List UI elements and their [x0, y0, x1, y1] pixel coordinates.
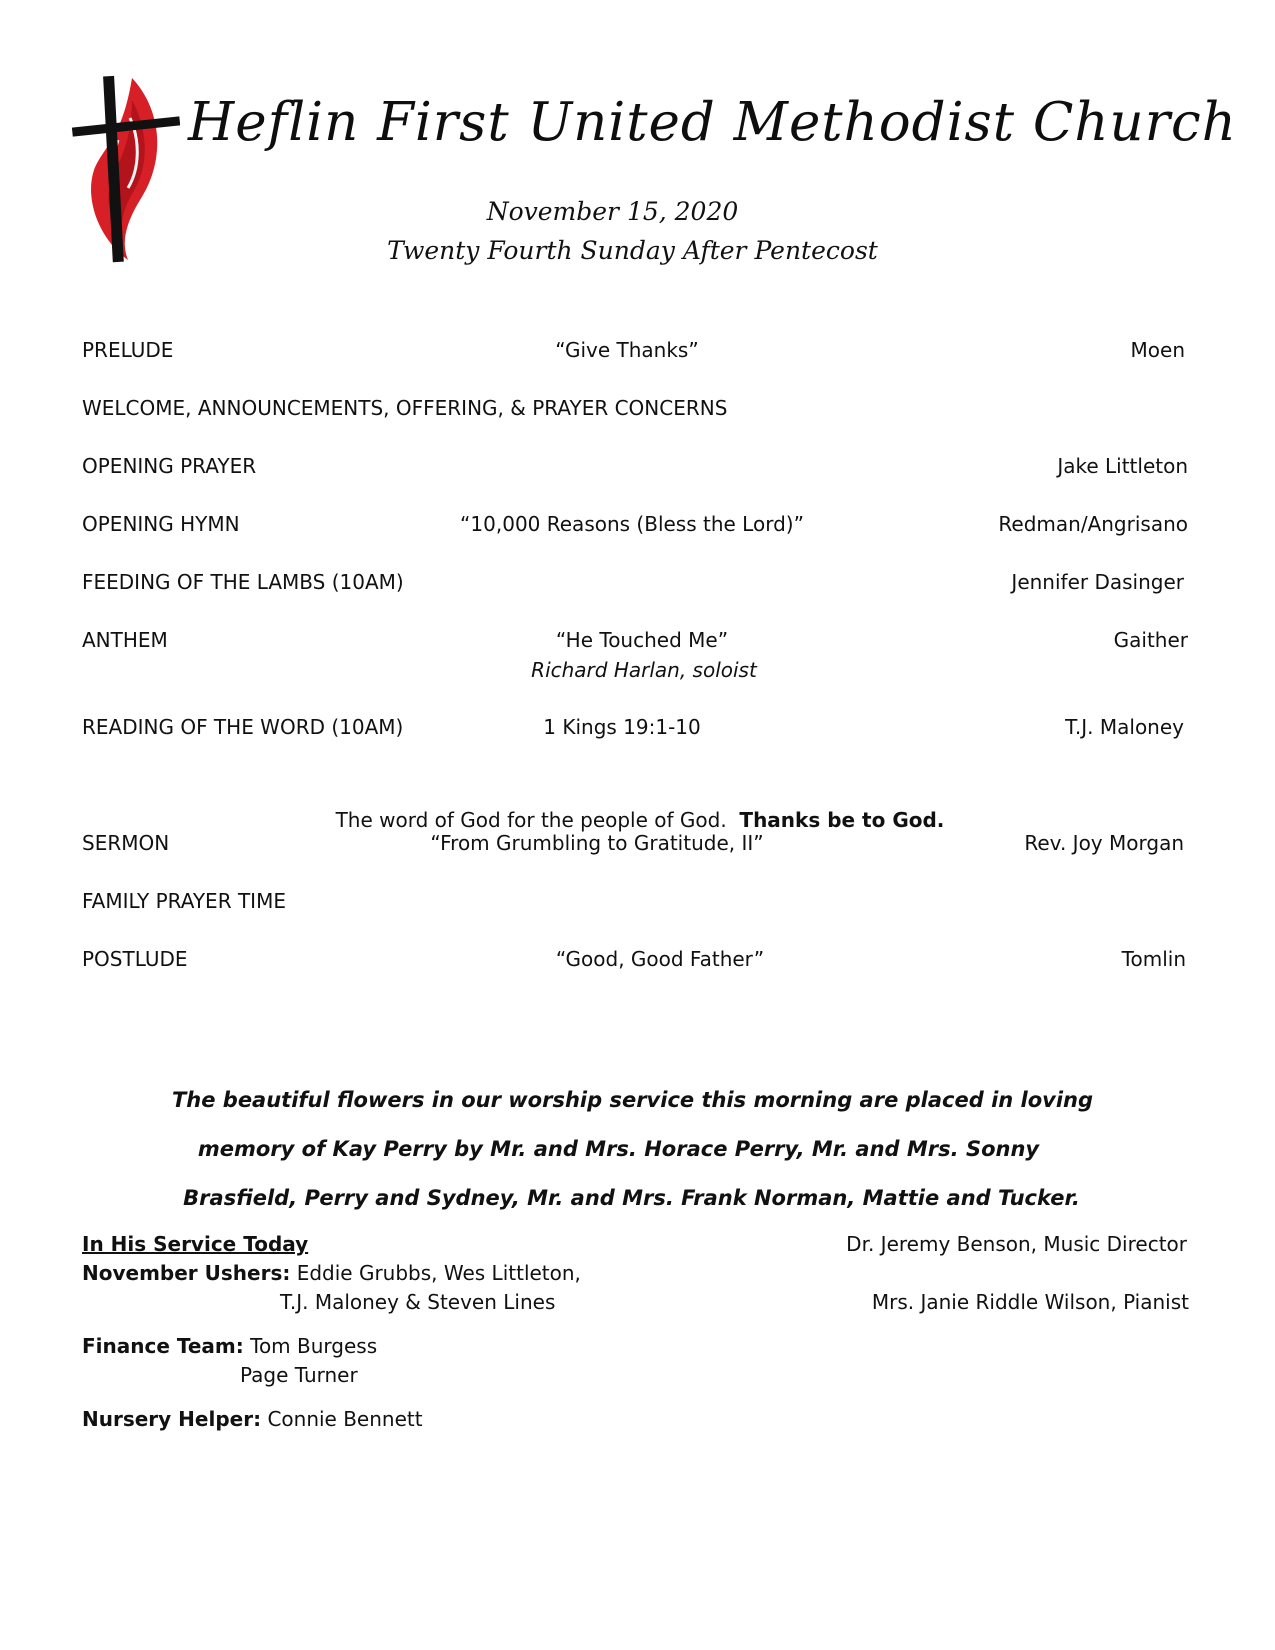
worship-item-opening-prayer: OPENING PRAYER Jake Littleton — [82, 454, 1188, 478]
nursery-helper: Nursery Helper: Connie Bennett — [82, 1407, 423, 1431]
worship-item-feeding-of-the-lambs: FEEDING OF THE LAMBS (10AM) Jennifer Dasinger — [82, 570, 1184, 594]
music-director: Dr. Jeremy Benson, Music Director — [846, 1232, 1187, 1256]
response-people: Thanks be to God. — [739, 808, 945, 832]
worship-item-family-prayer: FAMILY PRAYER TIME — [82, 889, 286, 913]
ushers-line-2: T.J. Maloney & Steven Lines — [280, 1290, 556, 1314]
worship-item-anthem: ANTHEM “He Touched Me” Richard Harlan, soloist Gaither — [82, 628, 1188, 682]
worship-item-prelude: PRELUDE “Give Thanks” Moen — [82, 338, 1185, 362]
liturgical-day: Twenty Fourth Sunday After Pentecost — [387, 236, 878, 265]
worship-item-sermon: SERMON “From Grumbling to Gratitude, II” Rev. Joy Morgan — [82, 831, 1184, 855]
service-date: November 15, 2020 — [486, 197, 739, 226]
ushers-line-1: November Ushers: Eddie Grubbs, Wes Littleton, — [82, 1261, 581, 1285]
worship-item-welcome: WELCOME, ANNOUNCEMENTS, OFFERING, & PRAYER CONCERNS — [82, 396, 728, 420]
finance-team-line-2: Page Turner — [240, 1363, 358, 1387]
scripture-response — [0, 808, 1275, 832]
worship-item-opening-hymn: OPENING HYMN “10,000 Reasons (Bless the Lord)” Redman/Angrisano — [82, 512, 1188, 536]
pianist: Mrs. Janie Riddle Wilson, Pianist — [871, 1290, 1189, 1314]
worship-item-postlude: POSTLUDE “Good, Good Father” Tomlin — [82, 947, 1186, 971]
finance-team: Finance Team: Tom Burgess — [82, 1334, 378, 1358]
flowers-dedication: The beautiful flowers in our worship service this morning are placed in loving memory of Kay Perry by Mr. and Mrs. Horace Perry, Mr. and Mrs. Sonny Brasfield, Perry and Sydney, Mr. and Mrs. Frank Norman, Mattie and Tucker. — [171, 1088, 1094, 1210]
church-name: Heflin First United Methodist Church — [188, 92, 1237, 153]
response-leader: The word of God for the people of God. — [335, 808, 727, 832]
worship-item-reading: READING OF THE WORD (10AM) 1 Kings 19:1-10 T.J. Maloney — [82, 715, 1184, 739]
anthem-soloist: Richard Harlan, soloist — [531, 658, 757, 682]
service-heading: In His Service Today — [82, 1232, 309, 1256]
